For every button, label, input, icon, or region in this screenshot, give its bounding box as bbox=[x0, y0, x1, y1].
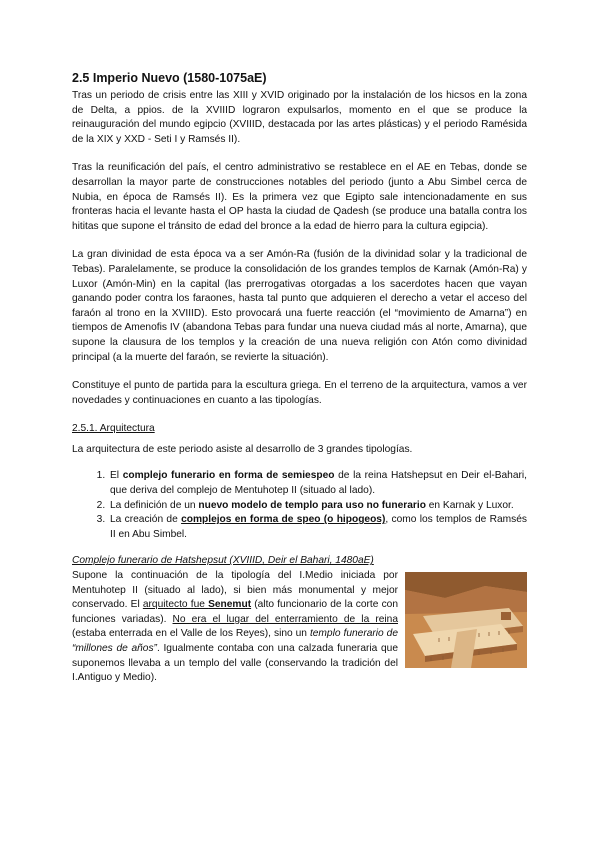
paragraph-4: Constituye el punto de partida para la escultura griega. En el terreno de la arquitectura, vamos a ver novedades y continuaciones en cuanto a las tipologías. bbox=[72, 380, 527, 406]
list-item: 3. La creación de complejos en forma de speo (o hipogeos), como los templos de Ramsés II en Abu Simbel. bbox=[108, 513, 527, 542]
document-page bbox=[72, 70, 527, 686]
list-item: 2. La definición de un nuevo modelo de templo para uso no funerario en Karnak y Luxor. bbox=[108, 499, 527, 514]
figure-section bbox=[72, 554, 527, 685]
section-title: 2.5 Imperio Nuevo (1580-1075aE) bbox=[72, 71, 267, 85]
paragraph-2: Tras la reunificación del país, el centro administrativo se restablece en el AE en Tebas, donde se desarrollan la mayor parte de construcciones notables del periodo (junto a Abu Simbel cerca de Nubia, en época de Ramsés II). Es la primera vez que Egipto sale intencionadamente en sus fronteras hacia el levante hasta el OP hasta la ciudad de Qadesh (se produce una batalla contra los hititas que supone el tránsito de edad del bronce a la edad de hierro para la cultura egipcia). bbox=[72, 162, 527, 232]
figure-description: Supone la continuación de la tipología del I.Medio iniciada por Mentuhotep II (situado al lado), si bien más monumental y mejor conservado. El arquitecto fue Senemut (alto funcionario de la corte con funciones variadas). No era el lugar del enterramiento de la reina (estaba enterrada en el Valle de los Reyes), sino un templo funerario de “millones de años”. Igualmente contaba con una calzada funeraria que suponemos llevaba a un templo del valle (conservando la tradición del I.Antiguo y Medio). bbox=[72, 570, 398, 684]
subsection-intro: La arquitectura de este periodo asiste al desarrollo de 3 grandes tipologías. bbox=[72, 443, 413, 455]
temple-illustration bbox=[405, 572, 527, 668]
paragraph-1: Tras un periodo de crisis entre las XIII y XVID originado por la instalación de los hicsos en la zona de Delta, a ppios. de la XVIIID lograron expulsarlos, momento en el que se produce la reinauguración del mundo egipcio (XVIIID, destacada por las artes plásticas) y el periodo Ramésida de la XIX y XXD - Seti I y Ramsés II). bbox=[72, 90, 527, 145]
subsection-title: 2.5.1. Arquitectura bbox=[72, 423, 155, 435]
paragraph-3: La gran divinidad de esta época va a ser Amón-Ra (fusión de la divinidad solar y la tradicional de Tebas). Paralelamente, se produce la consolidación de los grandes templos de Karnak (Amón-Ra) y Luxor (Amón-Min) en la capital (las prerrogativas otorgadas a los sacerdotes hacen que vayan ganando poder contra los faraones, hasta tal punto que adquieren el derecho a vetar el acceso del faraón al trono en la XVIIID). Esto provocará una fuerte reacción (el “movimiento de Amarna”) en tiempos de Amenofis IV (abandona Tebas para fundar una nueva ciudad más al norte, Amarna), que supone la clausura de los templos y la creación de una nueva religión con Atón como divinidad principal (a la muerte del faraón, se revierte la situación). bbox=[72, 249, 527, 363]
list-item: 1. El complejo funerario en forma de semiespeo de la reina Hatshepsut en Deir el-Bahari, que deriva del complejo de Mentuhotep II (situado al lado). bbox=[108, 469, 527, 498]
figure-caption: Complejo funerario de Hatshepsut (XVIIID, Deir el Bahari, 1480aE) bbox=[72, 555, 374, 567]
typology-list bbox=[72, 469, 527, 542]
